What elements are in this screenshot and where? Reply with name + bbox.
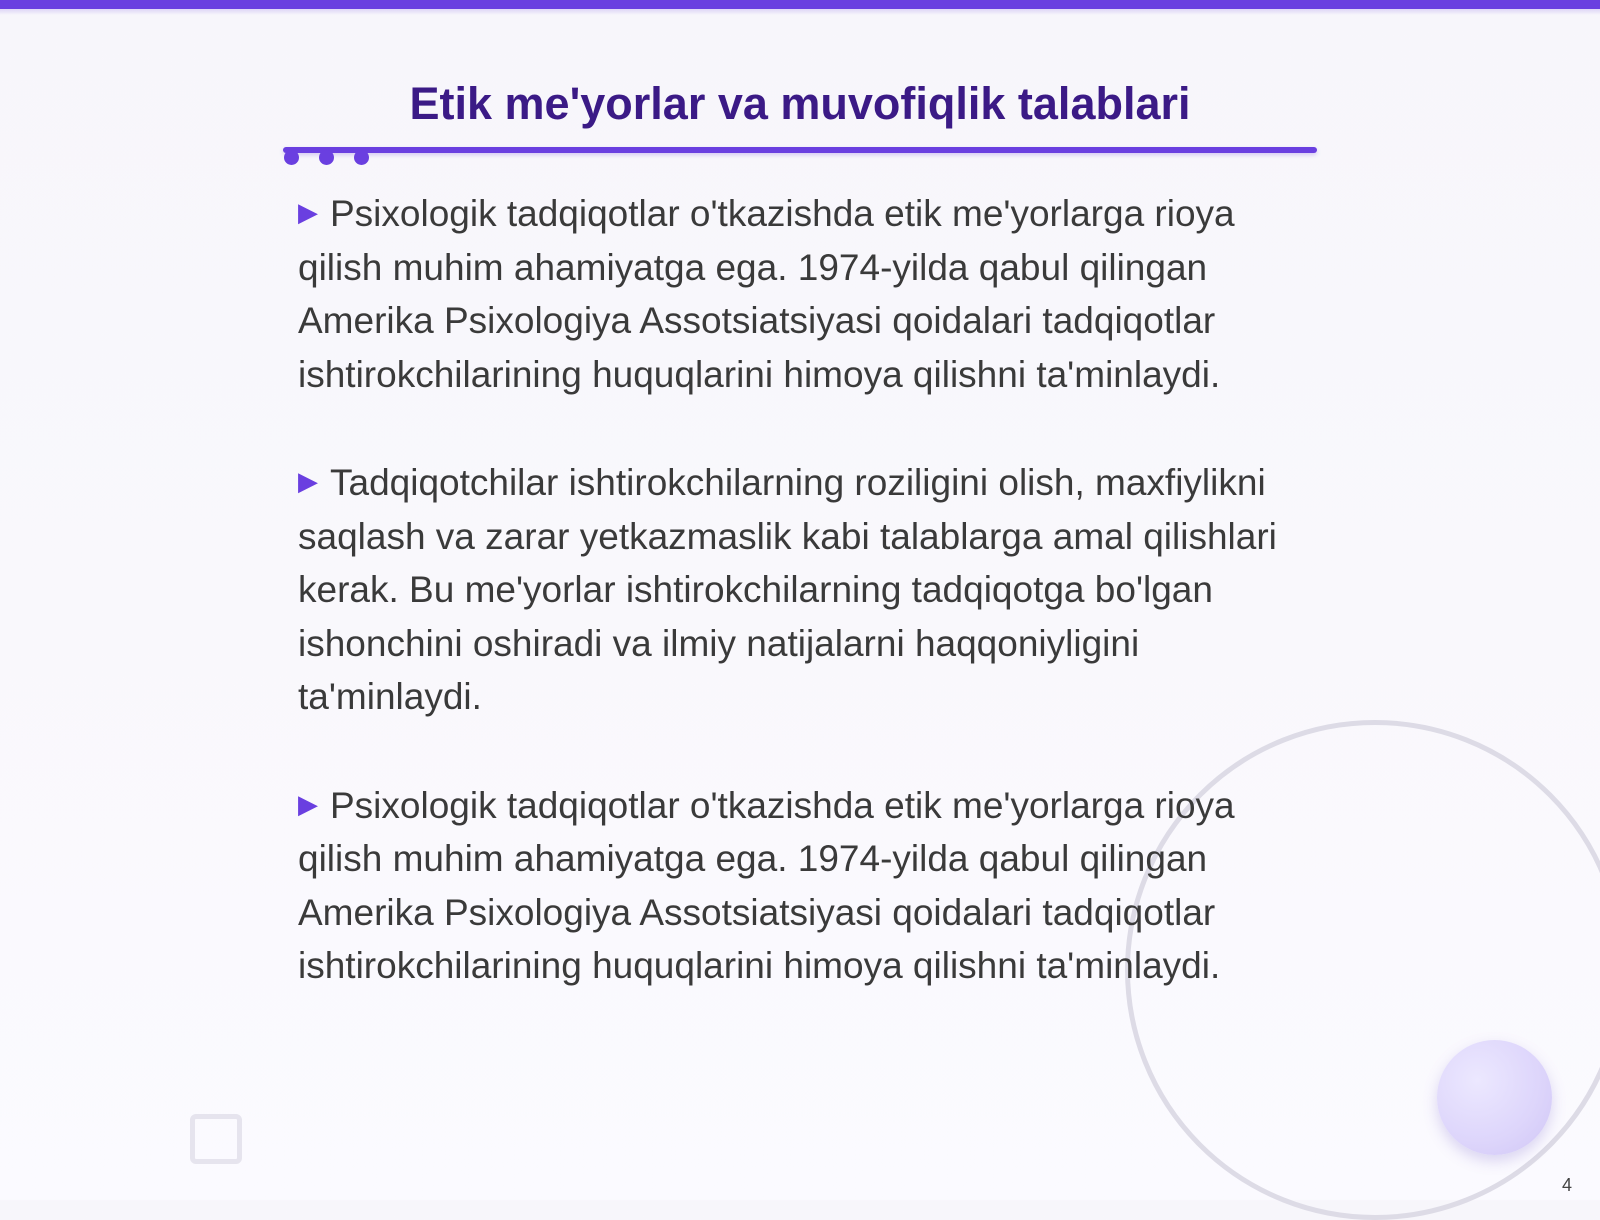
decorative-dot (319, 150, 334, 165)
play-triangle-icon: ▶ (298, 197, 318, 227)
title-underline (283, 147, 1317, 153)
decorative-dot (284, 150, 299, 165)
top-accent-bar (0, 0, 1600, 9)
bullet-text: Tadqiqotchilar ishtirokchilarning roziligini olish, maxfiylikni saqlash va zarar yetkazmaslik kabi talablarga amal qilishlari kerak. Bu me'yorlar ishtirokchilarning tadqiqotga bo'lgan ishonchini oshiradi va ilmiy natijalarni haqqoniyligini ta'minlaydi. (298, 462, 1277, 717)
decorative-square-outline (190, 1114, 242, 1164)
top-accent-bar-shadow (0, 9, 1600, 15)
bullet-list (298, 186, 1318, 1047)
play-triangle-icon: ▶ (298, 466, 318, 496)
play-triangle-icon: ▶ (298, 788, 318, 819)
bullet-text: Psixologik tadqiqotlar o'tkazishda etik me'yorlarga rioya qilish muhim ahamiyatga ega. 1974-yilda qabul qilingan Amerika Psixologiya Assotsiatsiyasi qoidalari tadqiqotlar ishtirokchilarining huquqlarini himoya qilishni ta'minlaydi. (298, 784, 1235, 986)
bullet-item (298, 186, 1318, 401)
bullet-text: Psixologik tadqiqotlar o'tkazishda etik me'yorlarga rioya qilish muhim ahamiyatga ega. 1974-yilda qabul qilingan Amerika Psixologiya Assotsiatsiyasi qoidalari tadqiqotlar ishtirokchilarining huquqlarini himoya qilishni ta'minlaydi. (298, 193, 1235, 395)
page-number: 4 (1561, 1175, 1572, 1195)
bullet-item (298, 778, 1318, 993)
decorative-dot (354, 150, 369, 165)
decorative-circle-filled (1437, 1040, 1552, 1155)
slide-title: Etik me'yorlar va muvofiqlik talablari (409, 78, 1191, 129)
bullet-item (298, 455, 1318, 724)
